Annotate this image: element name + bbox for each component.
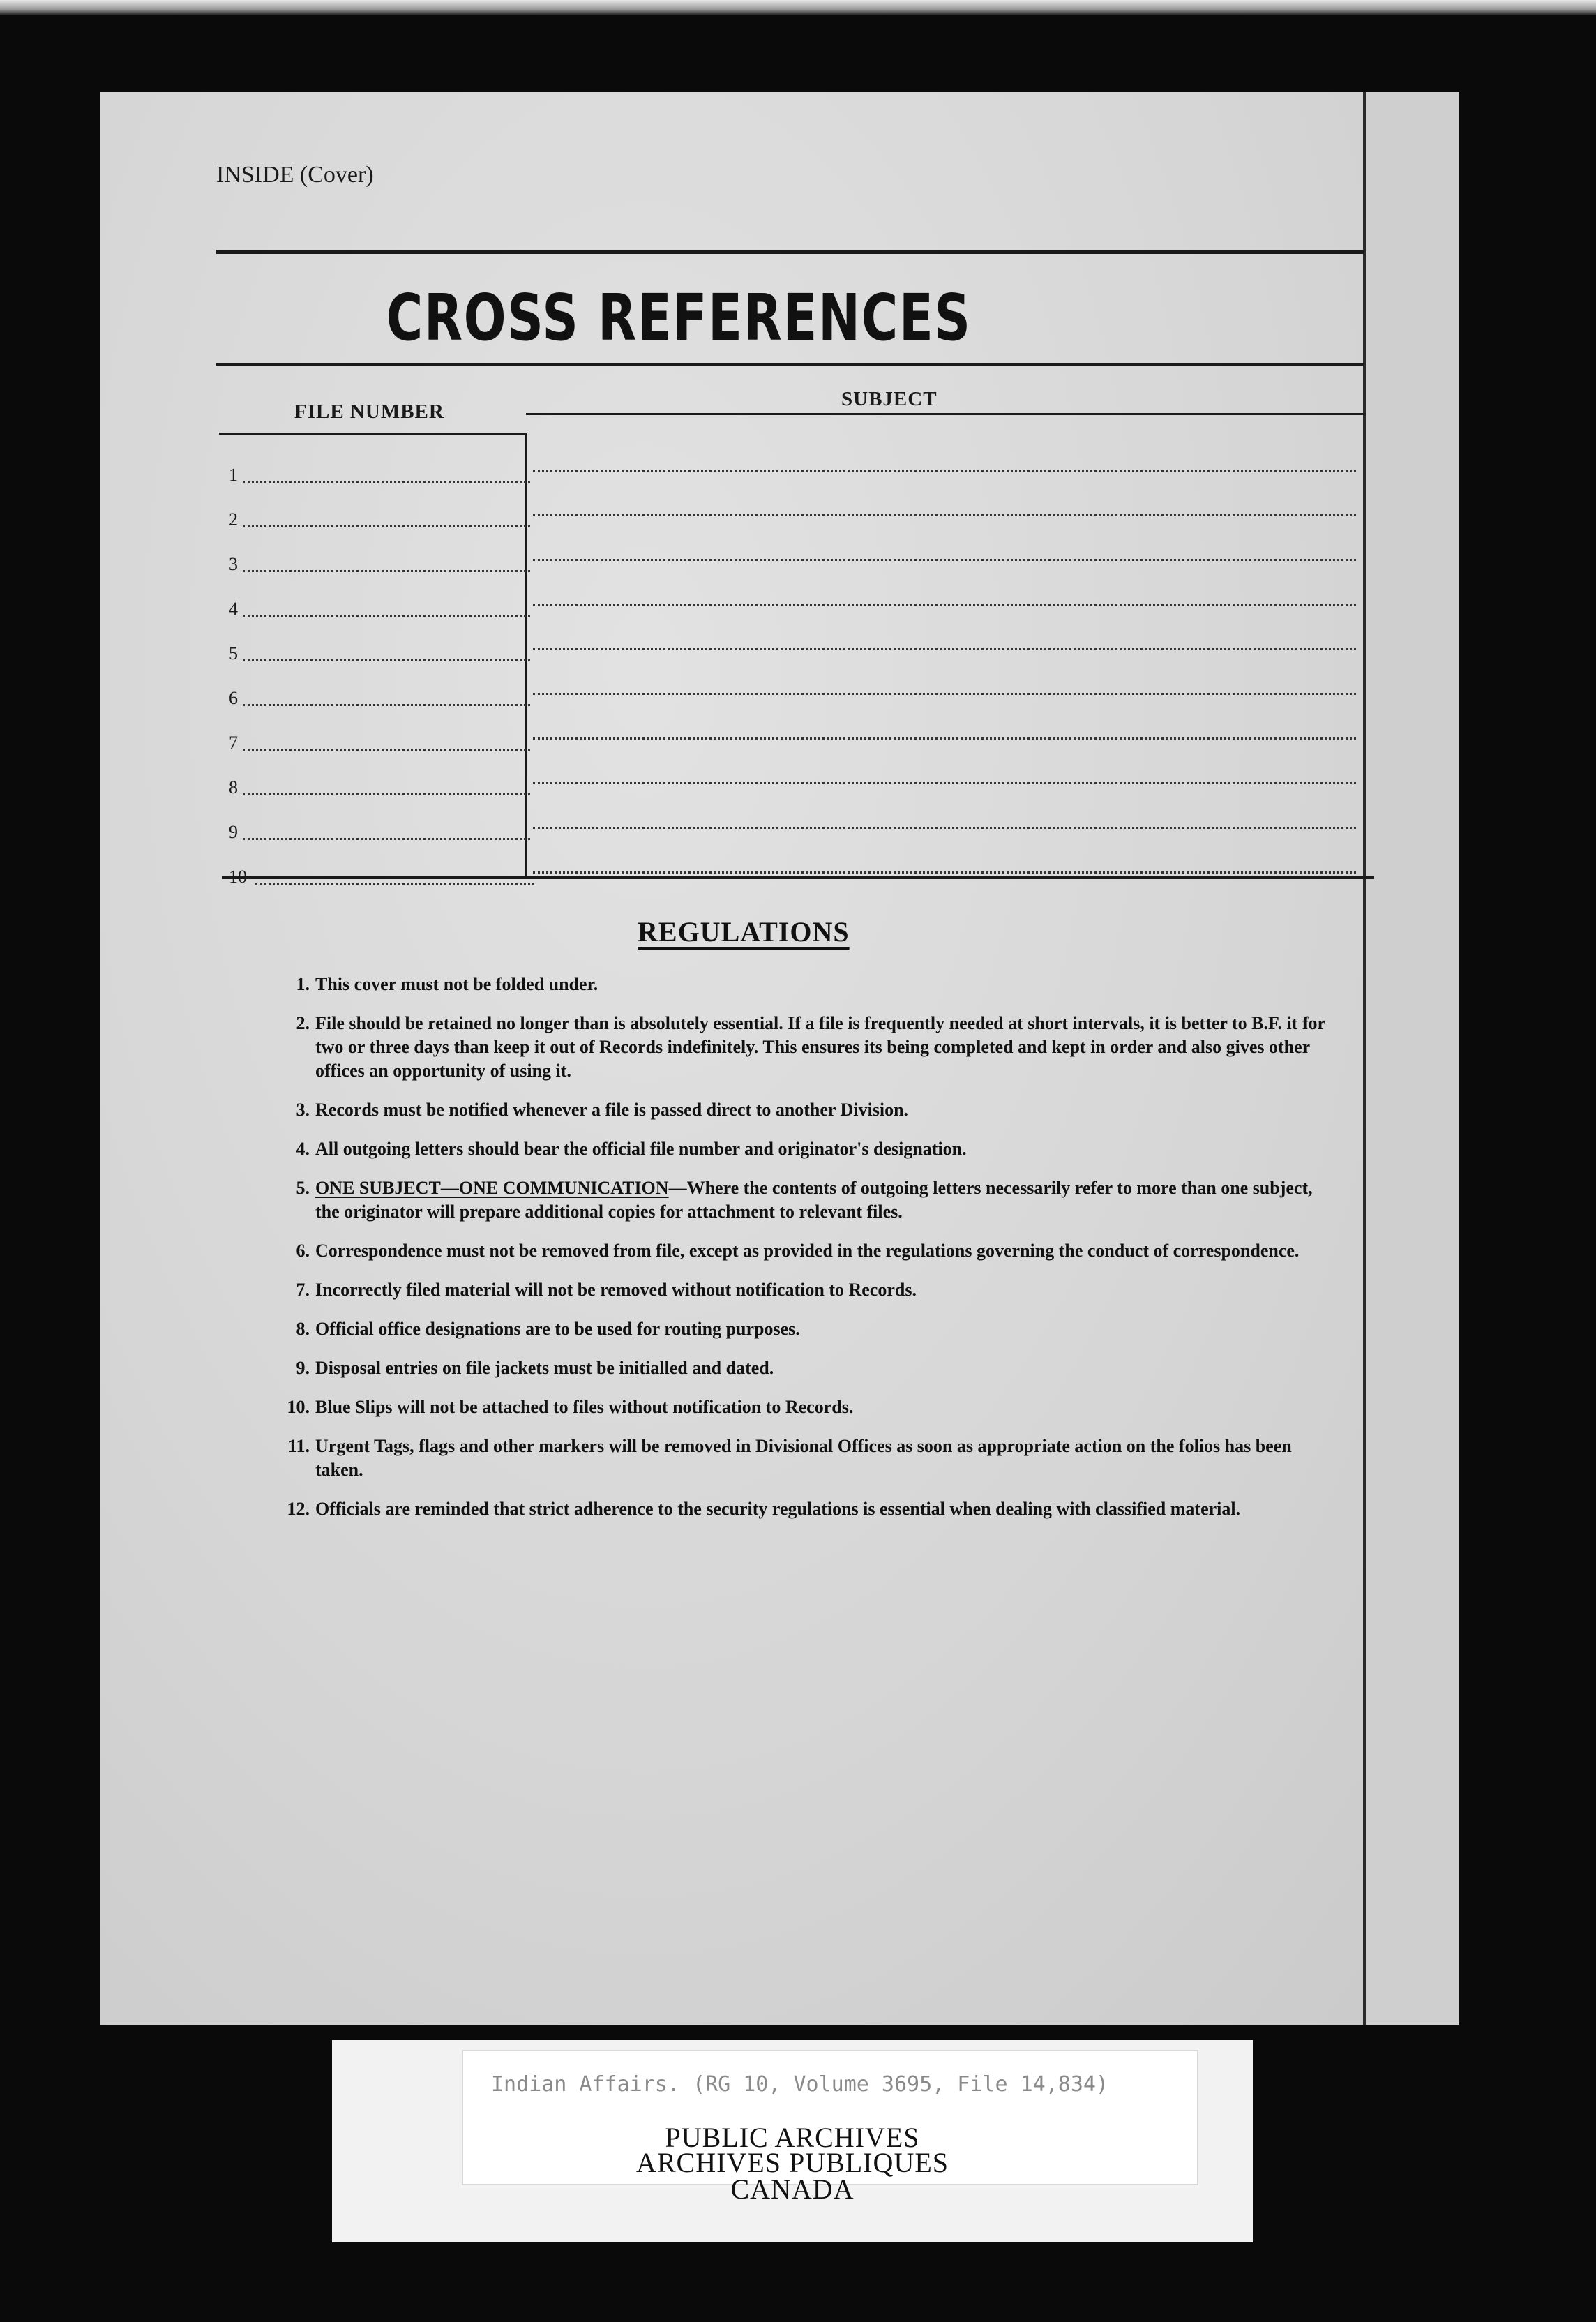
file-number-blank[interactable]	[243, 525, 530, 527]
inside-cover-label: INSIDE (Cover)	[216, 162, 374, 188]
regulation-number: 11.	[287, 1436, 310, 1456]
file-number-blank[interactable]	[243, 704, 530, 706]
subject-blank[interactable]	[533, 827, 1356, 829]
regulation-number: 6.	[296, 1241, 310, 1261]
reference-row	[100, 537, 1459, 579]
file-number-blank[interactable]	[243, 481, 530, 483]
regulation-number: 3.	[296, 1100, 310, 1120]
file-number-blank[interactable]	[243, 749, 530, 751]
regulation-item	[283, 1435, 1330, 1482]
regulation-item	[283, 1012, 1330, 1083]
reference-row-number: 9	[229, 822, 238, 842]
page-title: CROSS REFERENCES	[386, 280, 972, 355]
subject-blank[interactable]	[533, 559, 1356, 561]
subject-blank[interactable]	[533, 871, 1356, 874]
reference-row-number: 7	[229, 733, 238, 753]
reference-row	[100, 671, 1459, 713]
regulation-text: Disposal entries on file jackets must be initialled and dated.	[315, 1358, 774, 1378]
regulation-text: Official office designations are to be used for routing purposes.	[315, 1319, 800, 1339]
scan-edge	[0, 0, 1596, 15]
regulation-text: All outgoing letters should bear the official file number and originator's designation.	[315, 1139, 967, 1159]
reference-row-number: 3	[229, 554, 238, 574]
regulation-number: 5.	[296, 1178, 310, 1198]
reference-row	[100, 716, 1459, 758]
regulation-item	[283, 1098, 1330, 1122]
regulation-number: 2.	[296, 1013, 310, 1033]
reference-row-number: 1	[229, 465, 238, 485]
table-bottom-rule	[222, 876, 1374, 879]
regulations-list	[283, 973, 1330, 1536]
regulation-text: Blue Slips will not be attached to files without notification to Records.	[315, 1397, 854, 1417]
archive-name-en: PUBLIC ARCHIVES	[665, 2122, 920, 2153]
regulation-text: —Where the contents of outgoing letters necessarily refer to more than one subject, the originator will prepare additional copies for attachment to relevant files.	[315, 1178, 1313, 1222]
header-underline-file	[219, 433, 527, 435]
regulation-number: 1.	[296, 974, 310, 994]
regulation-item	[283, 1278, 1330, 1302]
subject-blank[interactable]	[533, 782, 1356, 784]
reference-row-number: 2	[229, 509, 238, 530]
reference-row-number: 4	[229, 599, 238, 619]
regulation-text: Urgent Tags, flags and other markers will be removed in Divisional Offices as soon as appropriate action on the folios has been taken.	[315, 1436, 1292, 1480]
regulation-number: 12.	[287, 1499, 310, 1519]
subject-blank[interactable]	[533, 693, 1356, 695]
file-number-blank[interactable]	[243, 838, 530, 840]
regulation-item	[283, 1356, 1330, 1380]
file-number-blank[interactable]	[255, 883, 534, 885]
column-header-subject: SUBJECT	[841, 388, 938, 410]
regulation-number: 9.	[296, 1358, 310, 1378]
file-number-blank[interactable]	[243, 570, 530, 572]
regulation-text: Records must be notified whenever a file is passed direct to another Division.	[315, 1100, 909, 1120]
file-number-blank[interactable]	[243, 659, 530, 661]
file-number-blank[interactable]	[243, 793, 530, 795]
regulation-item	[283, 1317, 1330, 1341]
header-underline-subject	[526, 413, 1366, 415]
regulation-number: 4.	[296, 1139, 310, 1159]
regulation-item	[283, 973, 1330, 996]
regulations-title: REGULATIONS	[638, 916, 850, 947]
cover-page	[100, 92, 1459, 2025]
archive-label	[332, 2040, 1253, 2242]
regulation-text: Officials are reminded that strict adherence to the security regulations is essential when dealing with classified material.	[315, 1499, 1241, 1519]
regulation-text: Correspondence must not be removed from file, except as provided in the regulations governing the conduct of correspondence.	[315, 1241, 1300, 1261]
archive-country: CANADA	[730, 2173, 855, 2205]
reference-row	[100, 627, 1459, 668]
column-header-file-number: FILE NUMBER	[294, 400, 444, 423]
reference-row	[100, 493, 1459, 534]
regulation-number: 10.	[287, 1397, 310, 1417]
subject-blank[interactable]	[533, 604, 1356, 606]
reference-row-number: 6	[229, 688, 238, 708]
reference-row	[100, 448, 1459, 490]
subject-blank[interactable]	[533, 737, 1356, 740]
regulation-number: 7.	[296, 1280, 310, 1300]
subject-blank[interactable]	[533, 470, 1356, 472]
reference-row	[100, 850, 1459, 892]
title-top-rule	[216, 250, 1364, 254]
regulation-lead: ONE SUBJECT—ONE COMMUNICATION	[315, 1178, 669, 1198]
page-edge-strip	[1366, 92, 1459, 2025]
archive-reference: Indian Affairs. (RG 10, Volume 3695, File 14,834)	[491, 2072, 1109, 2097]
archive-name-fr: ARCHIVES PUBLIQUES	[635, 2147, 949, 2178]
regulation-item	[283, 1239, 1330, 1263]
title-bottom-rule	[216, 363, 1364, 366]
reference-row-number: 8	[229, 777, 238, 797]
reference-row	[100, 582, 1459, 624]
regulation-item	[283, 1497, 1330, 1521]
reference-row	[100, 805, 1459, 847]
regulation-text: Incorrectly filed material will not be removed without notification to Records.	[315, 1280, 917, 1300]
file-number-blank[interactable]	[243, 615, 530, 617]
regulation-number: 8.	[296, 1319, 310, 1339]
regulation-item	[283, 1137, 1330, 1161]
regulation-item	[283, 1395, 1330, 1419]
subject-blank[interactable]	[533, 514, 1356, 516]
regulation-text: This cover must not be folded under.	[315, 974, 598, 994]
regulation-text: File should be retained no longer than is absolutely essential. If a file is frequently needed at short intervals, it is better to B.F. it for two or three days than keep it out of Records indefinitely. This ensures its being completed and kept in order and also gives other offices an opportunity of using it.	[315, 1013, 1325, 1081]
subject-blank[interactable]	[533, 648, 1356, 650]
reference-row-number: 5	[229, 643, 238, 664]
regulation-item	[283, 1176, 1330, 1224]
reference-row	[100, 761, 1459, 802]
